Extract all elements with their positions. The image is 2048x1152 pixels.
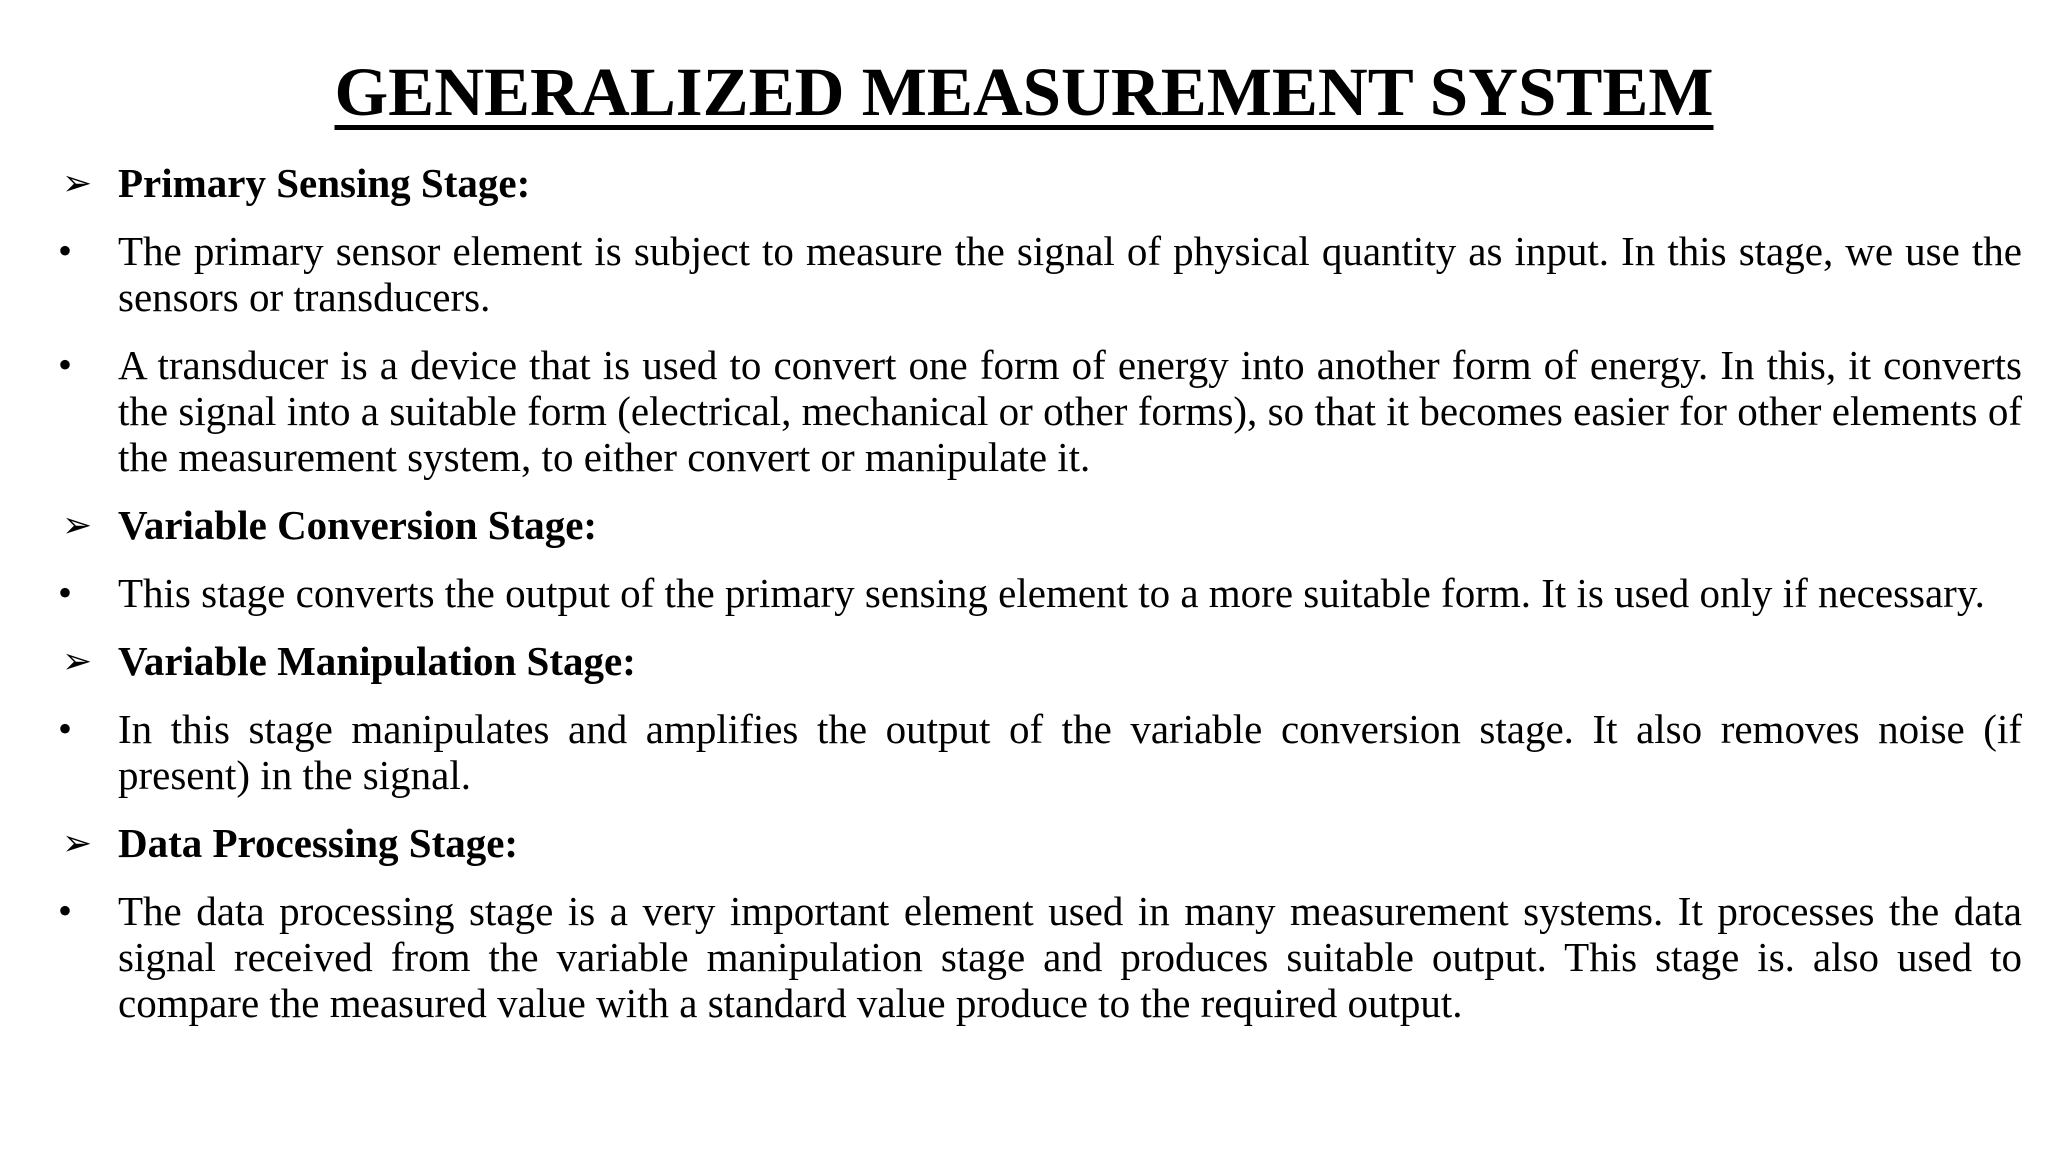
section-heading-text: Data Processing Stage: xyxy=(118,820,519,866)
section-heading-primary-sensing xyxy=(58,160,2022,206)
paragraph-text: The primary sensor element is subject to measure the signal of physical quantity as input. In this stage, we use the sensors or transducers. xyxy=(118,228,2022,320)
round-bullet-icon: • xyxy=(58,706,73,751)
page-title xyxy=(0,50,2048,134)
section-heading-text: Variable Manipulation Stage: xyxy=(118,638,636,684)
bullet-paragraph xyxy=(58,570,2022,616)
arrowhead-bullet-icon: ➢ xyxy=(62,163,93,203)
page-title-text: GENERALIZED MEASUREMENT SYSTEM xyxy=(334,54,1714,130)
arrowhead-bullet-icon: ➢ xyxy=(62,823,93,863)
paragraph-text: In this stage manipulates and amplifies the output of the variable conversion stage. It also removes noise (if present) in the signal. xyxy=(118,706,2022,798)
section-heading-text: Variable Conversion Stage: xyxy=(118,502,598,548)
section-heading-variable-conversion xyxy=(58,502,2022,548)
section-heading-variable-manipulation xyxy=(58,638,2022,684)
round-bullet-icon: • xyxy=(58,228,73,273)
arrowhead-bullet-icon: ➢ xyxy=(62,505,93,545)
slide-content xyxy=(58,160,2022,1048)
bullet-paragraph xyxy=(58,342,2022,480)
paragraph-text: A transducer is a device that is used to convert one form of energy into another form of energy. In this, it converts the signal into a suitable form (electrical, mechanical or other forms), so that it becomes easier for other elements of the measurement system, to either convert or manipulate it. xyxy=(118,342,2022,480)
round-bullet-icon: • xyxy=(58,888,73,933)
round-bullet-icon: • xyxy=(58,342,73,387)
round-bullet-icon: • xyxy=(58,570,73,615)
section-heading-data-processing xyxy=(58,820,2022,866)
paragraph-text: The data processing stage is a very important element used in many measurement systems. It processes the data signal received from the variable manipulation stage and produces suitable output. This stage is. also used to compare the measured value with a standard value produce to the required output. xyxy=(118,888,2022,1026)
section-heading-text: Primary Sensing Stage: xyxy=(118,160,531,206)
bullet-paragraph xyxy=(58,888,2022,1026)
bullet-paragraph xyxy=(58,228,2022,320)
arrowhead-bullet-icon: ➢ xyxy=(62,641,93,681)
paragraph-text: This stage converts the output of the primary sensing element to a more suitable form. It is used only if necessary. xyxy=(118,570,1985,616)
bullet-paragraph xyxy=(58,706,2022,798)
